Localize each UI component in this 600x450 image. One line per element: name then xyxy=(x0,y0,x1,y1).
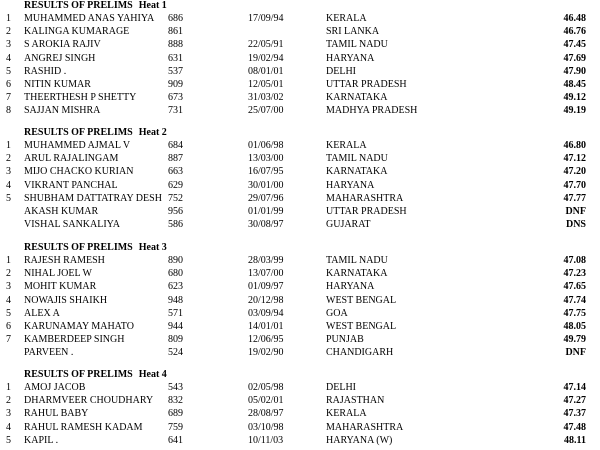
result-time-cell: 47.69 xyxy=(563,52,586,64)
heat-number: Heat 1 xyxy=(138,0,167,11)
date-of-birth-cell: 30/08/97 xyxy=(248,219,284,231)
athlete-name-cell: S AROKIA RAJIV xyxy=(24,39,101,51)
heat-title xyxy=(24,369,167,381)
athlete-name-cell: DHARMVEER CHOUDHARY xyxy=(24,395,154,407)
result-time-cell: 49.79 xyxy=(563,334,586,346)
date-of-birth-cell: 01/01/99 xyxy=(248,206,284,217)
result-row xyxy=(0,307,600,320)
result-row xyxy=(0,192,600,205)
position-cell: 1 xyxy=(6,255,11,266)
state-cell: TAMIL NADU xyxy=(326,255,388,266)
state-cell: WEST BENGAL xyxy=(326,321,397,332)
result-row xyxy=(0,78,600,91)
date-of-birth-cell: 19/02/90 xyxy=(248,347,284,359)
bib-number-cell: 759 xyxy=(168,421,183,433)
state-cell: MAHARASHTRA xyxy=(326,421,404,433)
result-row xyxy=(0,104,600,117)
state-cell: DELHI xyxy=(326,65,356,77)
state-cell: KARNATAKA xyxy=(326,268,388,280)
position-cell: 1 xyxy=(6,13,11,24)
result-row xyxy=(0,254,600,267)
athlete-name-cell: NITIN KUMAR xyxy=(24,79,91,90)
heat-title xyxy=(24,127,167,139)
bib-number-cell: 631 xyxy=(168,52,183,64)
athlete-name-cell: MUHAMMED ANAS YAHIYA xyxy=(24,13,155,24)
result-time-cell: 47.70 xyxy=(563,179,586,191)
state-cell: HARYANA xyxy=(326,52,375,64)
state-cell: PUNJAB xyxy=(326,334,364,346)
result-time-cell: DNF xyxy=(565,206,586,217)
state-cell: KARNATAKA xyxy=(326,166,388,178)
date-of-birth-cell: 03/10/98 xyxy=(248,421,284,433)
date-of-birth-cell: 12/05/01 xyxy=(248,79,284,90)
bib-number-cell: 948 xyxy=(168,294,183,306)
result-row xyxy=(0,381,600,394)
position-cell: 5 xyxy=(6,307,11,319)
bib-number-cell: 809 xyxy=(168,334,183,346)
bib-number-cell: 944 xyxy=(168,321,183,332)
result-time-cell: 47.90 xyxy=(563,65,586,77)
date-of-birth-cell: 13/07/00 xyxy=(248,268,284,280)
position-cell: 5 xyxy=(6,65,11,77)
state-cell: HARYANA (W) xyxy=(326,434,393,446)
date-of-birth-cell: 16/07/95 xyxy=(248,166,284,178)
bib-number-cell: 956 xyxy=(168,206,183,217)
position-cell: 2 xyxy=(6,268,11,280)
result-row xyxy=(0,320,600,333)
result-time-cell: 47.74 xyxy=(563,294,586,306)
bib-number-cell: 686 xyxy=(168,13,183,24)
date-of-birth-cell: 25/07/00 xyxy=(248,105,284,117)
athlete-name-cell: KAMBERDEEP SINGH xyxy=(24,334,125,346)
bib-number-cell: 888 xyxy=(168,39,183,51)
athlete-name-cell: NOWAJIS SHAIKH xyxy=(24,294,108,306)
bib-number-cell: 673 xyxy=(168,92,183,104)
date-of-birth-cell: 28/03/99 xyxy=(248,255,284,266)
state-cell: KERALA xyxy=(326,13,367,24)
result-row xyxy=(0,267,600,280)
state-cell: TAMIL NADU xyxy=(326,39,388,51)
result-row xyxy=(0,434,600,447)
date-of-birth-cell: 28/08/97 xyxy=(248,408,284,420)
date-of-birth-cell: 19/02/94 xyxy=(248,52,284,64)
date-of-birth-cell: 13/03/00 xyxy=(248,153,284,165)
position-cell: 6 xyxy=(6,79,11,90)
position-cell: 4 xyxy=(6,179,11,191)
result-time-cell: DNF xyxy=(565,347,586,359)
athlete-name-cell: KAPIL . xyxy=(24,434,59,446)
athlete-name-cell: SHUBHAM DATTATRAY DESH xyxy=(24,192,162,204)
bib-number-cell: 731 xyxy=(168,105,183,117)
athlete-name-cell: THEERTHESH P SHETTY xyxy=(24,92,137,104)
result-row xyxy=(0,12,600,25)
date-of-birth-cell: 03/09/94 xyxy=(248,307,284,319)
result-row xyxy=(0,65,600,78)
bib-number-cell: 629 xyxy=(168,179,183,191)
athlete-name-cell: MUHAMMED AJMAL V xyxy=(24,140,131,151)
athlete-name-cell: MOHIT KUMAR xyxy=(24,281,97,293)
heat-title-label: RESULTS OF PRELIMS xyxy=(24,369,133,380)
date-of-birth-cell: 29/07/96 xyxy=(248,192,284,204)
athlete-name-cell: KARUNAMAY MAHATO xyxy=(24,321,134,332)
position-cell: 7 xyxy=(6,92,11,104)
result-row xyxy=(0,407,600,420)
position-cell: 7 xyxy=(6,334,11,346)
heat-title-label: RESULTS OF PRELIMS xyxy=(24,242,133,253)
result-row xyxy=(0,280,600,293)
athlete-name-cell: VISHAL SANKALIYA xyxy=(24,219,121,231)
position-cell: 3 xyxy=(6,408,11,420)
state-cell: MADHYA PRADESH xyxy=(326,105,418,117)
position-cell: 2 xyxy=(6,395,11,407)
bib-number-cell: 890 xyxy=(168,255,183,266)
result-row xyxy=(0,139,600,152)
athlete-name-cell: RASHID . xyxy=(24,65,67,77)
result-time-cell: 47.27 xyxy=(563,395,586,407)
heat-number: Heat 2 xyxy=(138,127,167,138)
position-cell: 4 xyxy=(6,294,11,306)
result-time-cell: 47.08 xyxy=(563,255,586,266)
bib-number-cell: 689 xyxy=(168,408,183,420)
result-time-cell: 47.14 xyxy=(563,382,586,393)
position-cell: 8 xyxy=(6,105,11,117)
result-row xyxy=(0,394,600,407)
date-of-birth-cell: 22/05/91 xyxy=(248,39,284,51)
athlete-name-cell: ARUL RAJALINGAM xyxy=(24,153,119,165)
result-time-cell: DNS xyxy=(565,219,586,231)
heat-number: Heat 3 xyxy=(138,242,167,253)
state-cell: WEST BENGAL xyxy=(326,294,397,306)
result-row xyxy=(0,38,600,51)
state-cell: KERALA xyxy=(326,408,367,420)
state-cell: UTTAR PRADESH xyxy=(326,79,407,90)
athlete-name-cell: KALINGA KUMARAGE xyxy=(24,26,130,38)
bib-number-cell: 537 xyxy=(168,65,183,77)
heat-title-label: RESULTS OF PRELIMS xyxy=(24,127,133,138)
state-cell: HARYANA xyxy=(326,281,375,293)
date-of-birth-cell: 31/03/02 xyxy=(248,92,284,104)
result-row xyxy=(0,205,600,218)
result-time-cell: 47.37 xyxy=(563,408,586,420)
date-of-birth-cell: 02/05/98 xyxy=(248,382,284,393)
date-of-birth-cell: 01/06/98 xyxy=(248,140,284,151)
result-row xyxy=(0,294,600,307)
athlete-name-cell: RAHUL BABY xyxy=(24,408,89,420)
result-time-cell: 46.80 xyxy=(563,140,586,151)
result-row xyxy=(0,421,600,434)
result-row xyxy=(0,179,600,192)
position-cell: 5 xyxy=(6,434,11,446)
state-cell: RAJASTHAN xyxy=(326,395,385,407)
state-cell: DELHI xyxy=(326,382,356,393)
position-cell: 2 xyxy=(6,26,11,38)
date-of-birth-cell: 10/11/03 xyxy=(248,434,284,446)
result-time-cell: 48.05 xyxy=(563,321,586,332)
date-of-birth-cell: 20/12/98 xyxy=(248,294,284,306)
position-cell: 3 xyxy=(6,281,11,293)
position-cell: 2 xyxy=(6,153,11,165)
athlete-name-cell: VIKRANT PANCHAL xyxy=(24,179,118,191)
state-cell: MAHARASHTRA xyxy=(326,192,404,204)
result-time-cell: 47.12 xyxy=(563,153,586,165)
bib-number-cell: 861 xyxy=(168,26,183,38)
result-time-cell: 48.45 xyxy=(563,79,586,90)
position-cell: 4 xyxy=(6,421,11,433)
bib-number-cell: 586 xyxy=(168,219,183,231)
result-time-cell: 46.76 xyxy=(563,26,586,38)
position-cell: 1 xyxy=(6,140,11,151)
bib-number-cell: 641 xyxy=(168,434,183,446)
position-cell: 3 xyxy=(6,166,11,178)
bib-number-cell: 832 xyxy=(168,395,183,407)
date-of-birth-cell: 30/01/00 xyxy=(248,179,284,191)
bib-number-cell: 684 xyxy=(168,140,183,151)
date-of-birth-cell: 05/02/01 xyxy=(248,395,284,407)
state-cell: SRI LANKA xyxy=(326,26,380,38)
bib-number-cell: 887 xyxy=(168,153,183,165)
result-time-cell: 47.48 xyxy=(563,421,586,433)
bib-number-cell: 524 xyxy=(168,347,183,359)
athlete-name-cell: AMOJ JACOB xyxy=(24,382,86,393)
result-row xyxy=(0,25,600,38)
date-of-birth-cell: 08/01/01 xyxy=(248,65,284,77)
result-time-cell: 49.19 xyxy=(563,105,586,117)
position-cell: 6 xyxy=(6,321,11,332)
heat-title-label: RESULTS OF PRELIMS xyxy=(24,0,133,11)
result-time-cell: 47.20 xyxy=(563,166,586,178)
athlete-name-cell: SAJJAN MISHRA xyxy=(24,105,101,117)
result-time-cell: 47.23 xyxy=(563,268,586,280)
state-cell: KARNATAKA xyxy=(326,92,388,104)
heat-number: Heat 4 xyxy=(138,369,167,380)
result-row xyxy=(0,91,600,104)
date-of-birth-cell: 14/01/01 xyxy=(248,321,284,332)
state-cell: KERALA xyxy=(326,140,367,151)
position-cell: 3 xyxy=(6,39,11,51)
result-row xyxy=(0,152,600,165)
bib-number-cell: 663 xyxy=(168,166,183,178)
result-row xyxy=(0,218,600,231)
athlete-name-cell: NIHAL JOEL W xyxy=(24,268,92,280)
position-cell: 4 xyxy=(6,52,11,64)
position-cell: 1 xyxy=(6,382,11,393)
athlete-name-cell: MIJO CHACKO KURIAN xyxy=(24,166,134,178)
athlete-name-cell: PARVEEN . xyxy=(24,347,74,359)
bib-number-cell: 623 xyxy=(168,281,183,293)
athlete-name-cell: ANGREJ SINGH xyxy=(24,52,96,64)
bib-number-cell: 752 xyxy=(168,192,183,204)
state-cell: HARYANA xyxy=(326,179,375,191)
result-row xyxy=(0,165,600,178)
bib-number-cell: 680 xyxy=(168,268,183,280)
position-cell: 5 xyxy=(6,192,11,204)
result-row xyxy=(0,346,600,359)
result-time-cell: 46.48 xyxy=(563,13,586,24)
result-row xyxy=(0,333,600,346)
result-time-cell: 47.75 xyxy=(563,307,586,319)
date-of-birth-cell: 12/06/95 xyxy=(248,334,284,346)
result-time-cell: 47.77 xyxy=(563,192,586,204)
heat-title xyxy=(24,0,167,12)
result-time-cell: 47.65 xyxy=(563,281,586,293)
state-cell: UTTAR PRADESH xyxy=(326,206,407,217)
athlete-name-cell: RAHUL RAMESH KADAM xyxy=(24,421,143,433)
athlete-name-cell: ALEX A xyxy=(24,307,60,319)
bib-number-cell: 909 xyxy=(168,79,183,90)
bib-number-cell: 571 xyxy=(168,307,183,319)
result-time-cell: 48.11 xyxy=(564,434,586,446)
heat-title xyxy=(24,242,167,254)
state-cell: CHANDIGARH xyxy=(326,347,394,359)
athlete-name-cell: RAJESH RAMESH xyxy=(24,255,105,266)
date-of-birth-cell: 17/09/94 xyxy=(248,13,284,24)
state-cell: TAMIL NADU xyxy=(326,153,388,165)
result-time-cell: 49.12 xyxy=(563,92,586,104)
result-row xyxy=(0,52,600,65)
date-of-birth-cell: 01/09/97 xyxy=(248,281,284,293)
bib-number-cell: 543 xyxy=(168,382,183,393)
state-cell: GOA xyxy=(326,307,348,319)
athlete-name-cell: AKASH KUMAR xyxy=(24,206,99,217)
state-cell: GUJARAT xyxy=(326,219,371,231)
result-time-cell: 47.45 xyxy=(563,39,586,51)
